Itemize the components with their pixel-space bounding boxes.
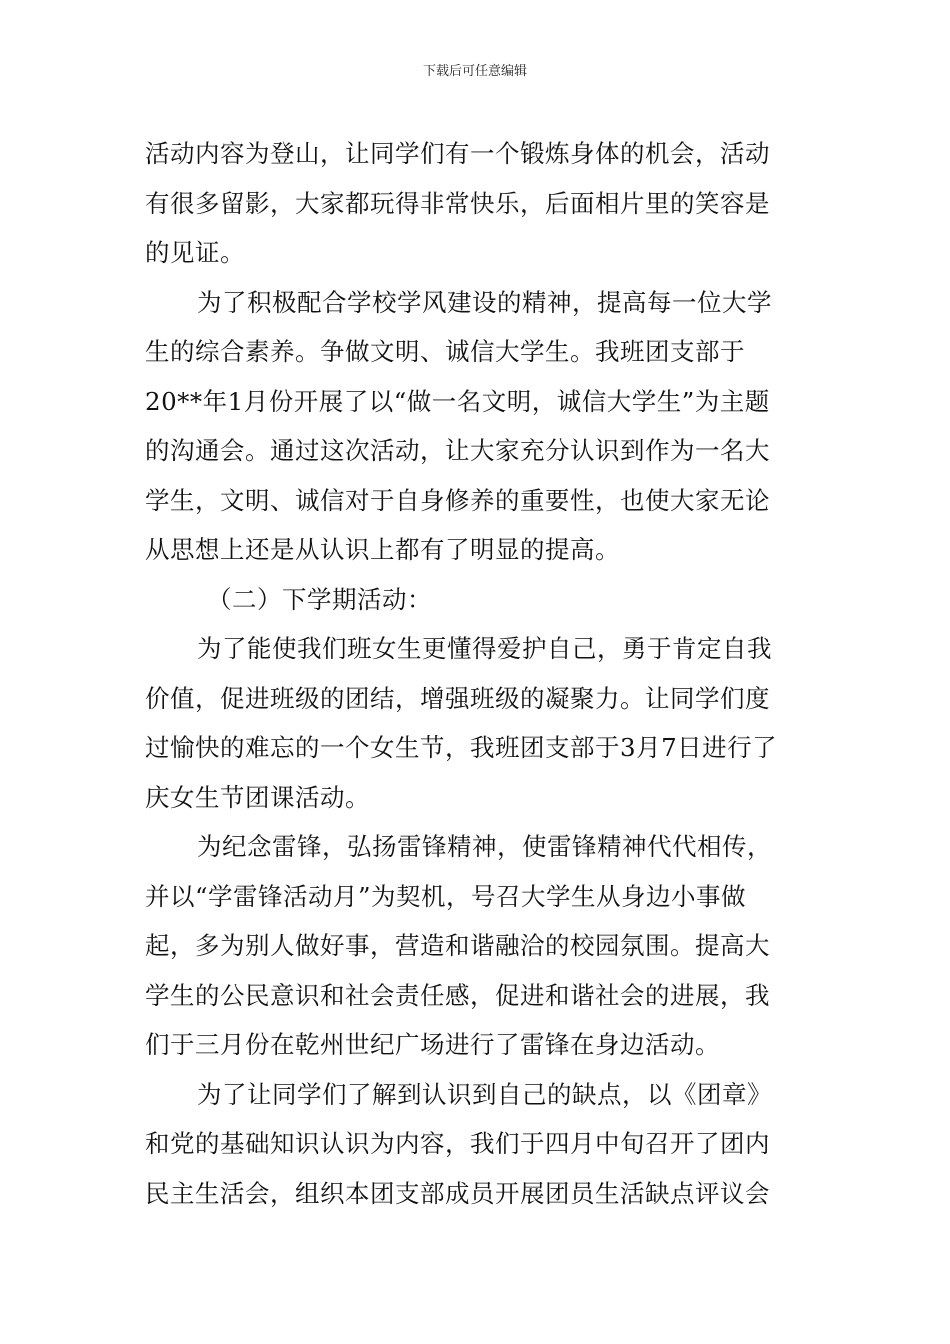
text-line: 起，多为别人做好事，营造和谐融洽的校园氛围。提高大 (145, 931, 770, 960)
text-line: 活动内容为登山，让同学们有一个锻炼身体的机会，活动 (145, 139, 770, 168)
text-line: 和党的基础知识认识为内容，我们于四月中旬召开了团内 (145, 1129, 770, 1158)
text-line: 庆女生节团课活动。 (145, 782, 370, 812)
document-body (145, 129, 810, 1218)
text-line: 学生，文明、诚信对于自身修养的重要性，也使大家无论 (145, 485, 770, 515)
text-line: 的见证。 (145, 238, 245, 267)
paragraph-start-line: 为了让同学们了解到认识到自己的缺点，以《团章》 (197, 1079, 772, 1109)
text-line: 价值，促进班级的团结，增强班级的凝聚力。让同学们度 (145, 683, 770, 713)
paragraph-start-line: 为纪念雷锋，弘扬雷锋精神，使雷锋精神代代相传， (197, 832, 772, 861)
text-line: 有很多留影，大家都玩得非常快乐，后面相片里的笑容是 (145, 188, 770, 218)
text-line: 并以“学雷锋活动月”为契机，号召大学生从身边小事做 (145, 881, 747, 911)
text-line: 们于三月份在乾州世纪广场进行了雷锋在身边活动。 (145, 1030, 720, 1059)
text-line: 学生的公民意识和社会责任感，促进和谐社会的进展，我 (145, 980, 770, 1010)
section-heading: （二）下学期活动： (207, 584, 432, 614)
text-line: 过愉快的难忘的一个女生节，我班团支部于3月7日进行了 (145, 733, 778, 762)
paragraph-start-line: 为了积极配合学校学风建设的精神，提高每一位大学 (197, 287, 772, 317)
text-line: 20**年1月份开展了以“做一名文明，诚信大学生”为主题 (145, 386, 770, 416)
paragraph-start-line: 为了能使我们班女生更懂得爱护自己，勇于肯定自我 (197, 634, 772, 663)
page-header-note: 下载后可任意编辑 (422, 64, 527, 79)
text-line: 从思想上还是从认识上都有了明显的提高。 (145, 535, 620, 564)
text-line: 生的综合素养。争做文明、诚信大学生。我班团支部于 (145, 337, 745, 366)
text-line: 民主生活会，组织本团支部成员开展团员生活缺点评议会 (145, 1178, 770, 1208)
text-line: 的沟通会。通过这次活动，让大家充分认识到作为一名大 (145, 436, 770, 465)
